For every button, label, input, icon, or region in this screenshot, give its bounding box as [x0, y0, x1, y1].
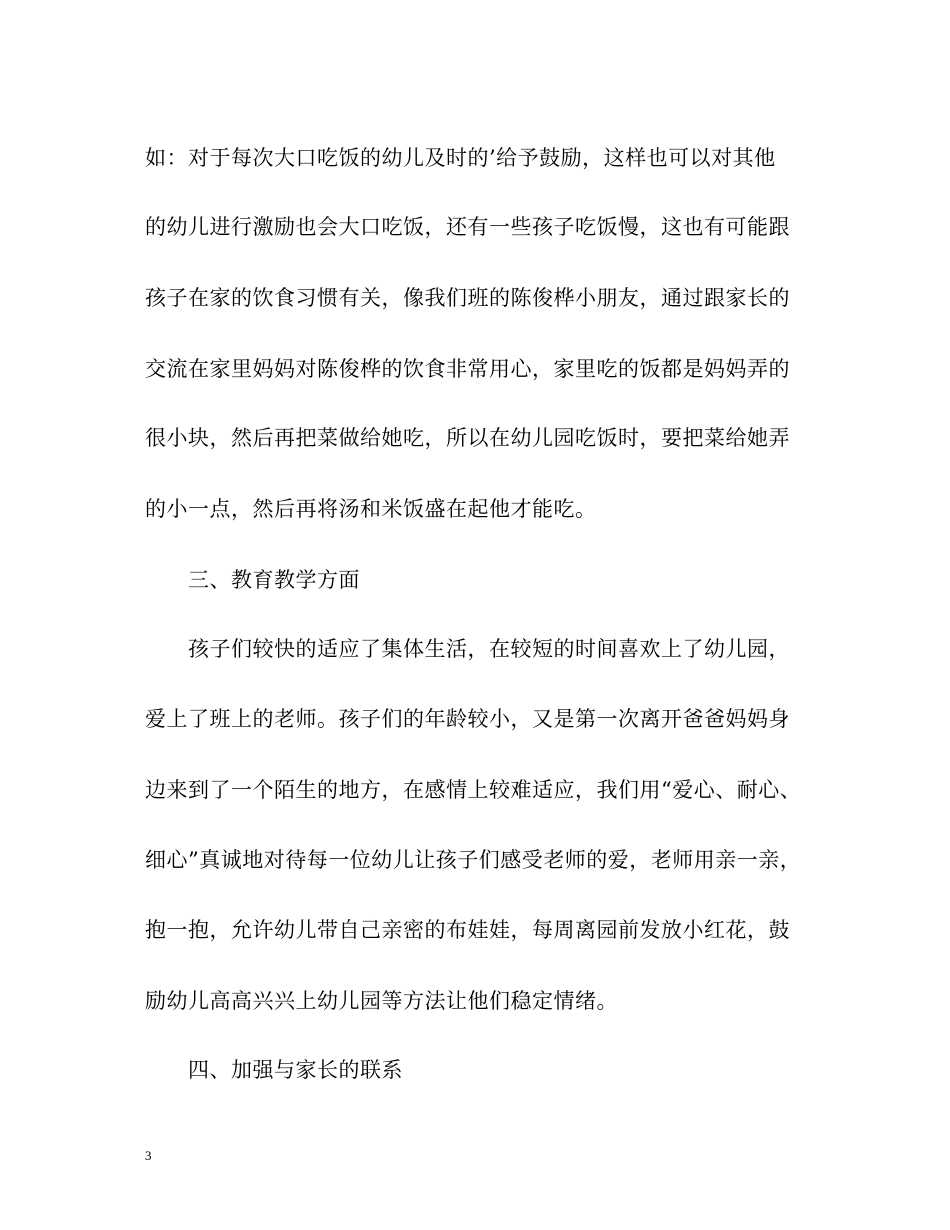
body-text-line: 很小块，然后再把菜做给她吃，所以在幼儿园吃饭时，要把菜给她弄 [145, 426, 790, 450]
body-text-line: 孩子们较快的适应了集体生活，在较短的时间喜欢上了幼儿园， [188, 637, 790, 661]
page-number: 3 [145, 1148, 152, 1163]
body-text-line: 边来到了一个陌生的地方，在感情上较难适应，我们用“爱心、耐心、 [145, 778, 802, 802]
body-text-line: 交流在家里妈妈对陈俊桦的饮食非常用心，家里吃的饭都是妈妈弄的 [145, 357, 790, 381]
body-text-line: 细心”真诚地对待每一位幼儿让孩子们感受老师的爱，老师用亲一亲， [145, 848, 802, 872]
body-text-line: 励幼儿高高兴兴上幼儿园等方法让他们稳定情绪。 [145, 989, 618, 1013]
body-text-line: 爱上了班上的老师。孩子们的年龄较小，又是第一次离开爸爸妈妈身 [145, 707, 790, 731]
section-heading: 三、教育教学方面 [188, 568, 360, 592]
body-text-line: 的幼儿进行激励也会大口吃饭，还有一些孩子吃饭慢，这也有可能跟 [145, 215, 790, 239]
body-text-line: 孩子在家的饮食习惯有关，像我们班的陈俊桦小朋友，通过跟家长的 [145, 286, 790, 310]
section-heading: 四、加强与家长的联系 [188, 1058, 403, 1082]
body-text-line: 的小一点，然后再将汤和米饭盛在起他才能吃。 [145, 497, 597, 521]
body-text-line: 如：对于每次大口吃饭的幼儿及时的’给予鼓励，这样也可以对其他 [145, 146, 776, 170]
body-text-line: 抱一抱，允许幼儿带自己亲密的布娃娃，每周离园前发放小红花，鼓 [145, 918, 790, 942]
